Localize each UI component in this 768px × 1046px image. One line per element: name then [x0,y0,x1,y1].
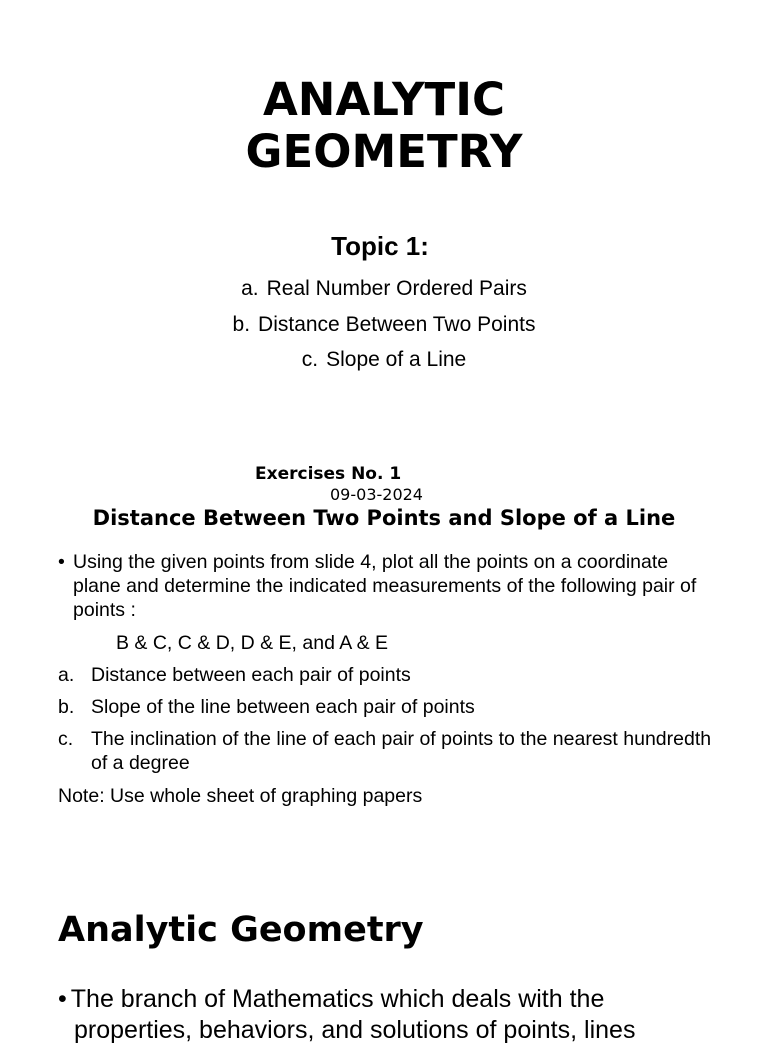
topic-marker: a. [241,277,259,300]
list-item [58,663,718,687]
exercise-number: Exercises No. 1 [255,464,402,484]
list-marker: c. [58,728,74,750]
topic-item [0,307,768,343]
note-text: Note: Use whole sheet of graphing papers [58,785,423,807]
list-item [58,727,718,775]
bullet-icon: • [58,551,65,573]
list-text: Distance between each pair of points [91,664,411,686]
topic-marker: b. [232,312,251,336]
topic-text: Real Number Ordered Pairs [266,277,527,300]
definition-continuation: properties, behaviors, and solutions of points, lines [74,1016,636,1044]
measurement-list [58,663,718,783]
title-line-2: GEOMETRY [245,125,523,178]
list-item [58,695,718,719]
topic-list [0,271,768,378]
topic-item [0,271,768,307]
slide-title [0,74,768,178]
bullet-icon: • [58,985,67,1013]
point-pairs: B & C, C & D, D & E, and A & E [116,632,389,654]
instruction-bullet [58,550,718,622]
topic-marker: c. [301,348,319,371]
list-text: The inclination of the line of each pair of points to the nearest hundredth of a degree [91,728,712,774]
section-title: Analytic Geometry [58,910,424,950]
exercise-title: Distance Between Two Points and Slope of a Line [92,506,676,530]
instruction-text: Using the given points from slide 4, plot all the points on a coordinate plane and determine the indicated measurements of the following pair of points : [73,551,697,621]
topic-item [0,342,768,378]
list-marker: b. [58,696,75,718]
topic-text: Slope of a Line [326,348,467,371]
list-marker: a. [58,664,75,686]
exercise-date: 09-03-2024 [330,485,423,504]
title-line-1: ANALYTIC [262,73,506,126]
topic-text: Distance Between Two Points [258,312,536,336]
definition-bullet [58,984,758,1015]
topic-heading: Topic 1: [331,231,429,261]
definition-text: The branch of Mathematics which deals with the [70,985,605,1013]
list-text: Slope of the line between each pair of points [91,696,475,718]
